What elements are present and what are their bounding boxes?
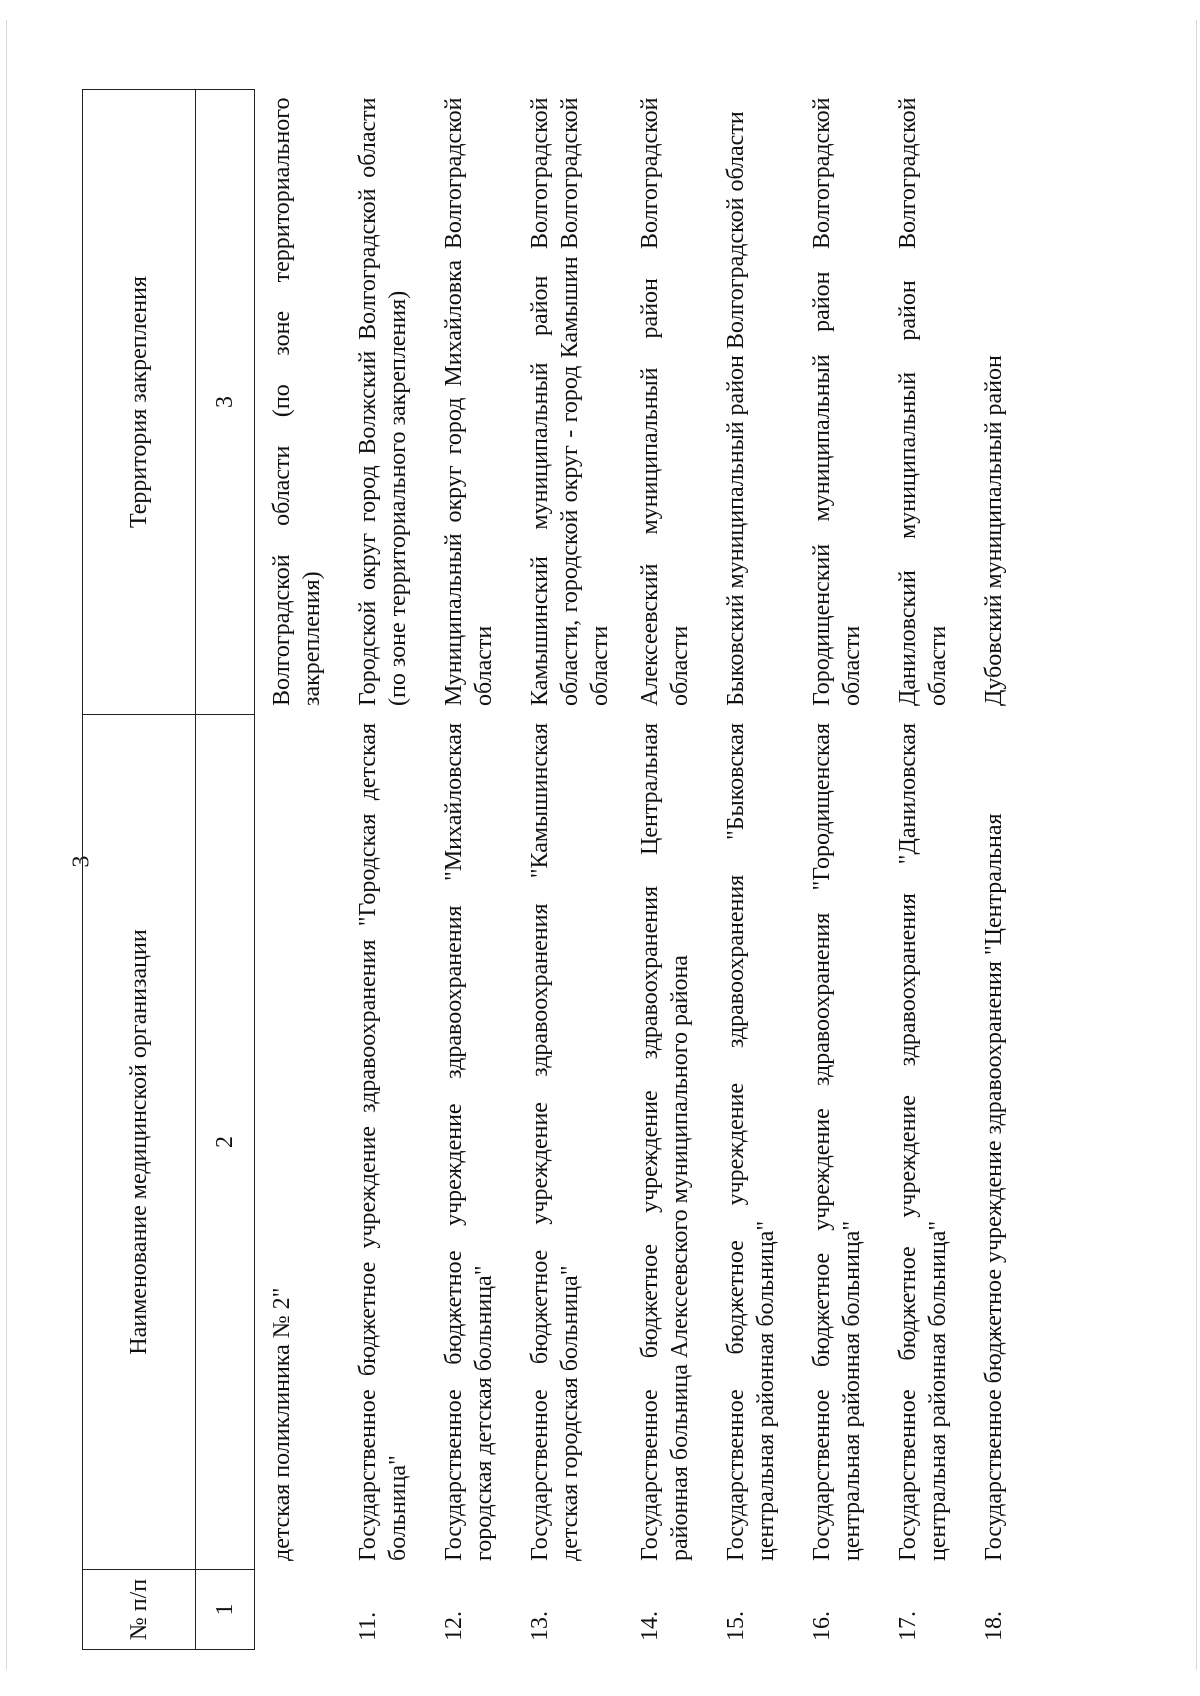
header-name: Наименование медицинской организации bbox=[83, 715, 196, 1570]
column-number-3: 3 bbox=[196, 90, 255, 715]
row-number: 15. bbox=[723, 1611, 749, 1641]
table-row bbox=[255, 90, 344, 1650]
table-row bbox=[797, 90, 883, 1650]
territory: Алексеевский муниципальный район Волгоградской области bbox=[637, 97, 693, 706]
header-num: № п/п bbox=[83, 1570, 196, 1650]
row-number: 17. bbox=[895, 1611, 921, 1641]
header-row bbox=[83, 90, 196, 1650]
table-row bbox=[343, 90, 429, 1650]
row-number: 11. bbox=[355, 1611, 381, 1641]
organization-name: Государственное бюджетное учреждение здравоохранения "Михайловская городская детская больница" bbox=[441, 723, 497, 1561]
territory: Волгоградской области (по зоне территориального закрепления) bbox=[269, 97, 325, 706]
table-row bbox=[515, 90, 625, 1650]
page-content bbox=[82, 90, 1082, 1650]
territory: Камышинский муниципальный район Волгоградской области, городской округ - город Камышин Волгоградской области bbox=[527, 97, 613, 706]
territory: Городищенский муниципальный район Волгоградской области bbox=[809, 97, 865, 706]
row-number: 18. bbox=[981, 1611, 1007, 1641]
page-number: 3 bbox=[68, 855, 95, 868]
territory: Муниципальный округ город Михайловка Волгоградской области bbox=[441, 97, 497, 706]
column-numbers-row bbox=[196, 90, 255, 1650]
row-number: 12. bbox=[441, 1611, 467, 1641]
organizations-table bbox=[82, 89, 1055, 1650]
scan-edge-right bbox=[1196, 20, 1197, 1670]
organization-name: Государственное бюджетное учреждение здравоохранения "Быковская центральная районная больница" bbox=[723, 723, 779, 1561]
table-row bbox=[429, 90, 515, 1650]
territory: Дубовский муниципальный район bbox=[981, 355, 1007, 706]
territory: Быковский муниципальный район Волгоградской области bbox=[723, 111, 749, 706]
column-number-2: 2 bbox=[196, 715, 255, 1570]
organization-name: Государственное бюджетное учреждение здравоохранения "Городская детская больница" bbox=[355, 723, 411, 1561]
row-number: 13. bbox=[527, 1611, 553, 1641]
rotated-page bbox=[82, 90, 1082, 1650]
territory: Городской округ город Волжский Волгоградской области (по зоне территориального закрепления) bbox=[355, 97, 411, 706]
table-row bbox=[625, 90, 711, 1650]
organization-name: Государственное бюджетное учреждение здравоохранения Центральная районная больница Алексеевского муниципального района bbox=[637, 723, 693, 1561]
table-row bbox=[711, 90, 797, 1650]
organization-name: Государственное бюджетное учреждение здравоохранения "Даниловская центральная районная больница" bbox=[895, 723, 951, 1561]
row-number: 16. bbox=[809, 1611, 835, 1641]
territory: Даниловский муниципальный район Волгоградской области bbox=[895, 97, 951, 706]
row-number bbox=[255, 1570, 344, 1650]
column-number-1: 1 bbox=[196, 1570, 255, 1650]
organization-name: Государственное бюджетное учреждение здравоохранения "Камышинская детская городская больница" bbox=[527, 723, 583, 1561]
organization-name: Государственное бюджетное учреждение здравоохранения "Центральная bbox=[981, 813, 1007, 1561]
row-number: 14. bbox=[637, 1611, 663, 1641]
organization-name: Государственное бюджетное учреждение здравоохранения "Городищенская центральная районная больница" bbox=[809, 723, 865, 1561]
organization-name: детская поликлиника № 2" bbox=[269, 1287, 295, 1561]
table-row bbox=[969, 90, 1055, 1650]
table-row bbox=[883, 90, 969, 1650]
header-territory: Территория закрепления bbox=[83, 90, 196, 715]
scan-edge-left bbox=[6, 20, 7, 1670]
